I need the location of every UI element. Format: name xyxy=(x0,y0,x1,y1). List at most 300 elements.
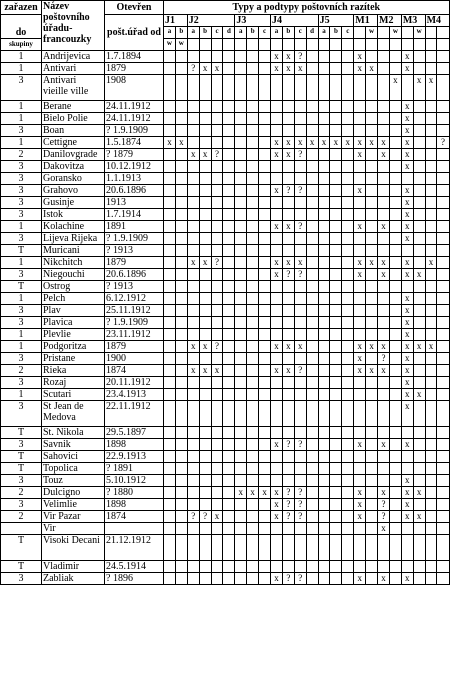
postmark-mark-cell xyxy=(223,221,235,233)
postmark-mark-cell xyxy=(187,487,199,499)
postmark-mark-cell xyxy=(437,329,449,341)
postmark-mark-cell xyxy=(187,101,199,113)
postmark-mark-cell xyxy=(413,125,425,137)
postmark-mark-cell xyxy=(437,233,449,245)
postmark-mark-cell: ? xyxy=(282,499,294,511)
postmark-mark-cell xyxy=(342,149,354,161)
postmark-mark-cell xyxy=(366,427,378,439)
postmark-mark-cell xyxy=(271,161,283,173)
opened-date-cell: 24.11.1912 xyxy=(105,113,164,125)
postmark-mark-cell xyxy=(211,137,223,149)
postmark-mark-cell xyxy=(282,353,294,365)
postmark-mark-cell xyxy=(282,523,294,535)
postmark-mark-cell xyxy=(366,523,378,535)
postmark-mark-cell xyxy=(318,401,330,427)
postmark-mark-cell xyxy=(389,209,401,221)
postmark-mark-cell xyxy=(223,75,235,101)
postmark-mark-cell xyxy=(425,439,437,451)
postmark-mark-cell xyxy=(401,535,413,561)
postmark-mark-cell xyxy=(425,161,437,173)
postmark-mark-cell xyxy=(354,561,366,573)
postmark-mark-cell xyxy=(211,487,223,499)
postmark-mark-cell xyxy=(378,185,390,197)
postmark-mark-cell xyxy=(187,353,199,365)
table-row xyxy=(1,451,450,463)
postmark-mark-cell xyxy=(175,161,187,173)
postmark-mark-cell xyxy=(247,427,259,439)
postmark-mark-cell: x xyxy=(199,341,211,353)
group-cell: T xyxy=(1,451,42,463)
postmark-mark-cell xyxy=(211,439,223,451)
postmark-mark-cell xyxy=(354,197,366,209)
postmark-mark-cell xyxy=(282,125,294,137)
subtype-header: c xyxy=(211,27,223,39)
postmark-mark-cell xyxy=(354,75,366,101)
group-cell: 1 xyxy=(1,341,42,353)
postmark-mark-cell xyxy=(271,173,283,185)
postmark-mark-cell xyxy=(259,245,271,257)
postmark-mark-cell xyxy=(235,75,247,101)
postmark-mark-cell xyxy=(378,113,390,125)
postmark-mark-cell xyxy=(247,161,259,173)
subtype-variant-header xyxy=(425,39,437,51)
postmark-mark-cell xyxy=(259,209,271,221)
subtype-header: w xyxy=(413,27,425,39)
postmark-mark-cell xyxy=(235,329,247,341)
table-row xyxy=(1,75,450,101)
postmark-mark-cell xyxy=(306,487,318,499)
postmark-mark-cell xyxy=(413,463,425,475)
subtype-variant-header xyxy=(401,39,413,51)
postmark-mark-cell xyxy=(259,353,271,365)
postmark-mark-cell xyxy=(164,341,176,353)
postmark-mark-cell xyxy=(318,113,330,125)
postmark-mark-cell xyxy=(175,63,187,75)
postmark-mark-cell xyxy=(330,161,342,173)
postmark-mark-cell xyxy=(342,475,354,487)
postmark-mark-cell xyxy=(437,245,449,257)
postmark-mark-cell xyxy=(223,561,235,573)
postmark-mark-cell xyxy=(199,401,211,427)
postmark-mark-cell xyxy=(187,439,199,451)
postmark-mark-cell xyxy=(425,125,437,137)
postmark-mark-cell xyxy=(259,51,271,63)
postmark-mark-cell xyxy=(401,427,413,439)
postmark-mark-cell xyxy=(187,173,199,185)
postmark-mark-cell xyxy=(437,305,449,317)
postmark-mark-cell xyxy=(223,329,235,341)
office-name-cell: Niegouchi xyxy=(42,269,105,281)
postmark-mark-cell xyxy=(259,101,271,113)
postmark-mark-cell xyxy=(425,149,437,161)
postmark-mark-cell: x xyxy=(271,63,283,75)
postmark-mark-cell xyxy=(247,173,259,185)
postmark-mark-cell xyxy=(294,401,306,427)
table-row xyxy=(1,63,450,75)
postmark-mark-cell xyxy=(271,101,283,113)
postmark-mark-cell: x xyxy=(354,269,366,281)
postmark-mark-cell xyxy=(282,75,294,101)
postmark-mark-cell xyxy=(223,113,235,125)
postmark-mark-cell: x xyxy=(282,365,294,377)
postmark-mark-cell xyxy=(247,269,259,281)
subtype-variant-header xyxy=(306,39,318,51)
postmark-mark-cell: ? xyxy=(294,149,306,161)
postmark-mark-cell: x xyxy=(401,293,413,305)
postmark-mark-cell xyxy=(318,221,330,233)
postmark-mark-cell xyxy=(259,293,271,305)
postmark-mark-cell xyxy=(378,377,390,389)
postmark-mark-cell xyxy=(330,463,342,475)
office-name-cell: Vir Pazar xyxy=(42,511,105,523)
subtype-header: c xyxy=(294,27,306,39)
postmark-mark-cell: x xyxy=(282,221,294,233)
table-row xyxy=(1,475,450,487)
postmark-mark-cell xyxy=(330,125,342,137)
opened-date-cell: ? 1879 xyxy=(105,149,164,161)
postmark-mark-cell xyxy=(378,427,390,439)
postmark-mark-cell xyxy=(354,293,366,305)
postmark-mark-cell xyxy=(318,439,330,451)
group-cell: 3 xyxy=(1,161,42,173)
subtype-variant-header: w xyxy=(164,39,176,51)
postmark-mark-cell xyxy=(366,573,378,585)
postmark-mark-cell xyxy=(282,161,294,173)
postmark-mark-cell xyxy=(342,365,354,377)
postmark-mark-cell xyxy=(401,75,413,101)
postmark-mark-cell xyxy=(330,487,342,499)
postmark-mark-cell: x xyxy=(378,523,390,535)
postmark-mark-cell xyxy=(223,377,235,389)
postmark-mark-cell xyxy=(175,389,187,401)
postmark-mark-cell: x xyxy=(401,305,413,317)
postmark-mark-cell xyxy=(199,221,211,233)
postmark-mark-cell xyxy=(354,377,366,389)
opened-date-cell: 22.11.1912 xyxy=(105,401,164,427)
postmark-mark-cell: x xyxy=(366,137,378,149)
postmark-mark-cell xyxy=(187,75,199,101)
postmark-mark-cell xyxy=(437,523,449,535)
postmark-mark-cell xyxy=(223,535,235,561)
postmark-mark-cell xyxy=(425,101,437,113)
postmark-mark-cell xyxy=(247,475,259,487)
type-header-j3: J3 xyxy=(235,15,271,27)
postmark-mark-cell xyxy=(437,101,449,113)
postmark-mark-cell xyxy=(306,257,318,269)
type-header-j2: J2 xyxy=(187,15,235,27)
postmark-mark-cell xyxy=(271,305,283,317)
postmark-mark-cell xyxy=(199,113,211,125)
postmark-mark-cell xyxy=(259,317,271,329)
postmark-mark-cell xyxy=(175,209,187,221)
postmark-mark-cell xyxy=(330,365,342,377)
postmark-mark-cell: x xyxy=(211,511,223,523)
postmark-mark-cell xyxy=(366,245,378,257)
postmark-mark-cell xyxy=(330,439,342,451)
postmark-mark-cell xyxy=(164,75,176,101)
postmark-mark-cell xyxy=(425,487,437,499)
table-row xyxy=(1,305,450,317)
postmark-mark-cell xyxy=(175,173,187,185)
postmark-mark-cell xyxy=(425,365,437,377)
table-row xyxy=(1,125,450,137)
postmark-mark-cell xyxy=(282,293,294,305)
postmark-mark-cell xyxy=(247,365,259,377)
postmark-mark-cell xyxy=(366,305,378,317)
group-header: zařazen xyxy=(1,1,42,15)
type-header-j5: J5 xyxy=(318,15,354,27)
postmark-mark-cell xyxy=(366,499,378,511)
postmark-mark-cell xyxy=(259,75,271,101)
postmark-mark-cell xyxy=(330,173,342,185)
postmark-mark-cell xyxy=(199,535,211,561)
postmark-mark-cell xyxy=(259,389,271,401)
postmark-mark-cell xyxy=(164,63,176,75)
postmark-mark-cell xyxy=(413,113,425,125)
postmark-mark-cell xyxy=(259,499,271,511)
postmark-mark-cell xyxy=(175,499,187,511)
type-header-j1: J1 xyxy=(164,15,188,27)
postmark-mark-cell xyxy=(330,293,342,305)
postmark-mark-cell xyxy=(306,63,318,75)
postmark-mark-cell xyxy=(437,317,449,329)
postmark-mark-cell xyxy=(342,305,354,317)
group-cell: 1 xyxy=(1,389,42,401)
postmark-mark-cell xyxy=(175,523,187,535)
postmark-mark-cell xyxy=(271,329,283,341)
postmark-mark-cell xyxy=(175,197,187,209)
postmark-mark-cell xyxy=(413,561,425,573)
postmark-mark-cell xyxy=(223,245,235,257)
postmark-mark-cell: x xyxy=(366,257,378,269)
postmark-mark-cell xyxy=(330,63,342,75)
subtype-header xyxy=(437,27,449,39)
postmark-mark-cell xyxy=(175,281,187,293)
postmark-mark-cell xyxy=(211,499,223,511)
postmark-mark-cell: x xyxy=(378,137,390,149)
group-cell: 1 xyxy=(1,137,42,149)
postmark-mark-cell xyxy=(235,173,247,185)
postmark-mark-cell: x xyxy=(401,51,413,63)
postmark-mark-cell xyxy=(294,101,306,113)
postmark-mark-cell xyxy=(425,185,437,197)
postmark-mark-cell xyxy=(164,257,176,269)
postmark-mark-cell: x xyxy=(306,137,318,149)
postmark-mark-cell xyxy=(175,257,187,269)
postmark-mark-cell xyxy=(378,535,390,561)
opened-date-cell: 1898 xyxy=(105,499,164,511)
postmark-mark-cell xyxy=(271,281,283,293)
postmark-mark-cell xyxy=(187,269,199,281)
postmark-mark-cell xyxy=(437,451,449,463)
subtype-variant-header xyxy=(271,39,283,51)
postmark-mark-cell xyxy=(342,561,354,573)
postmark-mark-cell xyxy=(235,389,247,401)
postmark-mark-cell xyxy=(437,149,449,161)
postmark-mark-cell xyxy=(175,353,187,365)
postmark-mark-cell: x xyxy=(271,149,283,161)
postmark-mark-cell xyxy=(378,173,390,185)
postmark-mark-cell xyxy=(223,281,235,293)
postmark-mark-cell xyxy=(306,305,318,317)
postmark-mark-cell xyxy=(164,365,176,377)
postmark-mark-cell xyxy=(187,185,199,197)
postmark-mark-cell xyxy=(342,161,354,173)
postmark-mark-cell xyxy=(389,233,401,245)
postmark-mark-cell xyxy=(413,63,425,75)
group-cell: 3 xyxy=(1,185,42,197)
postmark-mark-cell xyxy=(389,561,401,573)
postmark-mark-cell xyxy=(425,377,437,389)
group-cell: 3 xyxy=(1,209,42,221)
postmark-mark-cell: x xyxy=(401,125,413,137)
postmark-mark-cell xyxy=(389,113,401,125)
postmark-mark-cell xyxy=(401,281,413,293)
postmark-mark-cell xyxy=(235,377,247,389)
postmark-mark-cell xyxy=(330,475,342,487)
postmark-mark-cell xyxy=(211,161,223,173)
postmark-mark-cell xyxy=(211,401,223,427)
postmark-mark-cell: x xyxy=(271,511,283,523)
postmark-mark-cell: ? xyxy=(294,573,306,585)
postmark-mark-cell xyxy=(378,317,390,329)
postmark-mark-cell xyxy=(366,463,378,475)
postmark-mark-cell xyxy=(318,269,330,281)
postmark-mark-cell xyxy=(282,535,294,561)
postmark-mark-cell xyxy=(318,377,330,389)
postmark-mark-cell xyxy=(282,305,294,317)
postmark-mark-cell xyxy=(175,451,187,463)
postmark-mark-cell xyxy=(187,305,199,317)
postmark-mark-cell xyxy=(223,573,235,585)
postmark-mark-cell xyxy=(413,451,425,463)
group-cell: 3 xyxy=(1,173,42,185)
postmark-mark-cell xyxy=(247,463,259,475)
postmark-mark-cell xyxy=(318,535,330,561)
subtype-variant-header xyxy=(318,39,330,51)
postmark-mark-cell xyxy=(425,269,437,281)
postmark-mark-cell: x xyxy=(401,389,413,401)
postmark-mark-cell xyxy=(199,451,211,463)
postmark-mark-cell xyxy=(271,233,283,245)
postmark-mark-cell xyxy=(259,63,271,75)
opened-date-cell: 6.12.1912 xyxy=(105,293,164,305)
postmark-mark-cell xyxy=(330,305,342,317)
postmark-mark-cell xyxy=(425,281,437,293)
postmark-mark-cell xyxy=(164,245,176,257)
postmark-mark-cell xyxy=(342,63,354,75)
postmark-mark-cell xyxy=(282,317,294,329)
postmark-mark-cell xyxy=(306,149,318,161)
postmark-mark-cell xyxy=(413,439,425,451)
postmark-mark-cell xyxy=(342,377,354,389)
subtype-variant-header xyxy=(187,39,199,51)
postmark-mark-cell xyxy=(187,317,199,329)
opened-date-cell xyxy=(105,523,164,535)
postmark-mark-cell xyxy=(389,221,401,233)
postmark-mark-cell xyxy=(306,269,318,281)
postmark-mark-cell xyxy=(354,427,366,439)
office-name-cell: Dakovitza xyxy=(42,161,105,173)
postmark-mark-cell xyxy=(318,197,330,209)
postmark-mark-cell xyxy=(175,101,187,113)
postmark-mark-cell: x xyxy=(366,341,378,353)
postmark-mark-cell xyxy=(389,329,401,341)
postmark-mark-cell xyxy=(413,245,425,257)
postmark-mark-cell xyxy=(164,269,176,281)
postmark-mark-cell xyxy=(259,475,271,487)
postmark-mark-cell xyxy=(318,161,330,173)
office-name-cell: Lijeva Rijeka xyxy=(42,233,105,245)
opened-date-cell: 23.11.1912 xyxy=(105,329,164,341)
postmark-mark-cell xyxy=(223,341,235,353)
group-cell: 1 xyxy=(1,329,42,341)
opened-date-cell: 1879 xyxy=(105,63,164,75)
postmark-mark-cell xyxy=(235,499,247,511)
type-header-j4: J4 xyxy=(271,15,319,27)
postmark-mark-cell xyxy=(164,149,176,161)
postmark-mark-cell xyxy=(437,257,449,269)
postmark-mark-cell xyxy=(175,439,187,451)
postmark-mark-cell xyxy=(211,305,223,317)
postmark-mark-cell xyxy=(282,561,294,573)
postmark-mark-cell xyxy=(389,573,401,585)
postmark-mark-cell xyxy=(330,233,342,245)
postmark-mark-cell xyxy=(342,233,354,245)
postmark-mark-cell: x xyxy=(271,51,283,63)
postmark-mark-cell: x xyxy=(199,149,211,161)
postmark-mark-cell xyxy=(247,401,259,427)
group-cell: 3 xyxy=(1,401,42,427)
office-name-cell: Istok xyxy=(42,209,105,221)
postmark-mark-cell xyxy=(294,535,306,561)
postmark-mark-cell xyxy=(318,573,330,585)
table-row xyxy=(1,257,450,269)
office-name-cell: Pelch xyxy=(42,293,105,305)
postmark-mark-cell xyxy=(294,281,306,293)
postmark-mark-cell xyxy=(294,125,306,137)
postmark-mark-cell xyxy=(175,401,187,427)
postmark-mark-cell xyxy=(247,75,259,101)
group-cell: T xyxy=(1,463,42,475)
postmark-mark-cell: x xyxy=(413,341,425,353)
postmark-mark-cell xyxy=(199,523,211,535)
postmark-mark-cell xyxy=(259,401,271,427)
postmark-mark-cell: x xyxy=(413,269,425,281)
postmark-mark-cell xyxy=(235,463,247,475)
postmark-mark-cell xyxy=(330,245,342,257)
postmark-mark-cell: x xyxy=(235,487,247,499)
table-row xyxy=(1,439,450,451)
postmark-mark-cell xyxy=(413,281,425,293)
postmark-mark-cell xyxy=(306,125,318,137)
type-header-m2: M2 xyxy=(378,15,402,27)
postmark-mark-cell: x xyxy=(378,365,390,377)
postmark-mark-cell xyxy=(235,209,247,221)
postmark-mark-cell xyxy=(354,209,366,221)
postmark-mark-cell xyxy=(294,173,306,185)
postmark-mark-cell xyxy=(211,561,223,573)
postmark-mark-cell: x xyxy=(401,475,413,487)
postmark-mark-cell xyxy=(187,377,199,389)
postmark-mark-cell xyxy=(259,185,271,197)
postmark-mark-cell xyxy=(342,401,354,427)
postmark-mark-cell xyxy=(223,197,235,209)
postmark-mark-cell: x xyxy=(211,365,223,377)
postmark-mark-cell xyxy=(294,305,306,317)
postmark-mark-cell xyxy=(401,245,413,257)
postmark-mark-cell: x xyxy=(401,161,413,173)
